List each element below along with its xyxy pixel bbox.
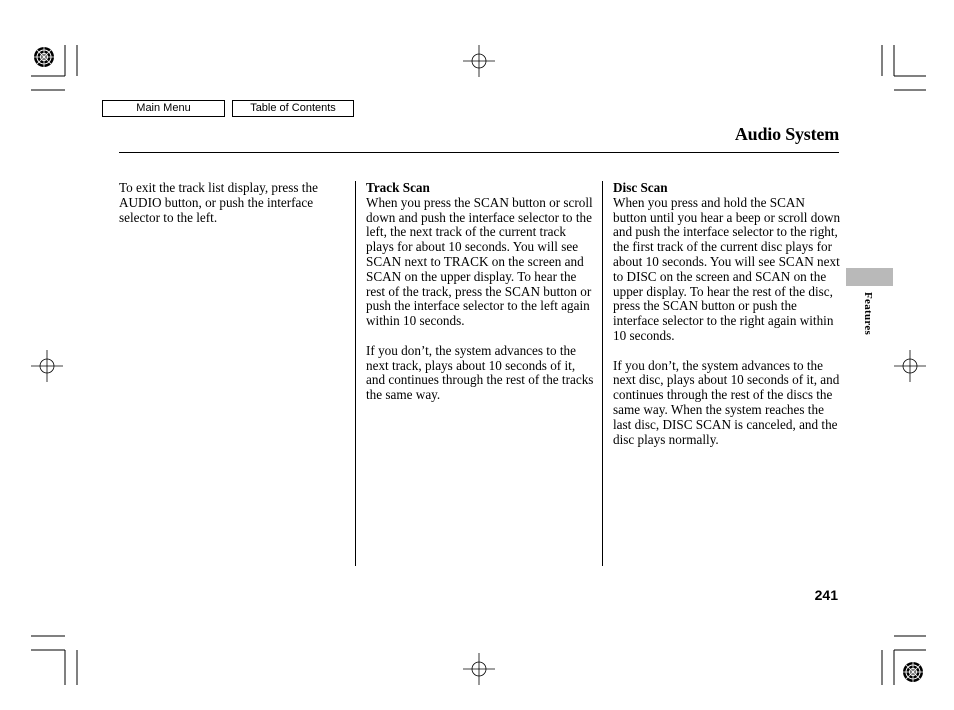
disc-scan-heading: Disc Scan [613,180,668,195]
page-title: Audio System [734,124,839,144]
right-column [613,181,841,462]
main-menu-button[interactable]: Main Menu [102,100,225,117]
track-scan-paragraph-2: If you don’t, the system advances to the next track, plays about 10 seconds of it, and continues through the rest of the tracks the same way. [366,342,594,403]
middle-column [366,181,594,418]
column-divider-2 [602,181,603,566]
page-number: 241 [814,587,838,603]
left-paragraph: To exit the track list display, press the AUDIO button, or push the interface selector to the left. [119,180,318,225]
section-tab [846,268,893,286]
table-of-contents-button[interactable]: Table of Contents [232,100,354,117]
disc-scan-paragraph-2: If you don’t, the system advances to the next disc, plays about 10 seconds of it, and continues through the rest of the discs the same way. When the system reaches the last disc, DISC SCAN is canceled, and the disc plays normally. [613,357,840,447]
column-divider-1 [355,181,356,566]
left-column [119,181,341,240]
track-scan-paragraph-1: When you press the SCAN button or scroll down and push the interface selector to the left, the next track of the current track plays for about 10 seconds. You will see SCAN next to TRACK on the screen and SCAN on the upper display. To hear the rest of the track, press the SCAN button or push the interface selector to the left again within 10 seconds. [366,194,593,329]
section-label: Features [862,292,874,336]
track-scan-heading: Track Scan [366,180,430,195]
disc-scan-paragraph-1: When you press and hold the SCAN button until you hear a beep or scroll down and push the interface selector to the right, the first track of the current disc plays for about 10 seconds. You will see SCAN next to DISC on the screen and SCAN on the upper display. To hear the rest of the disc, press the SCAN button or push the interface selector to the right again within 10 seconds. [613,194,841,343]
header-rule [119,152,839,153]
